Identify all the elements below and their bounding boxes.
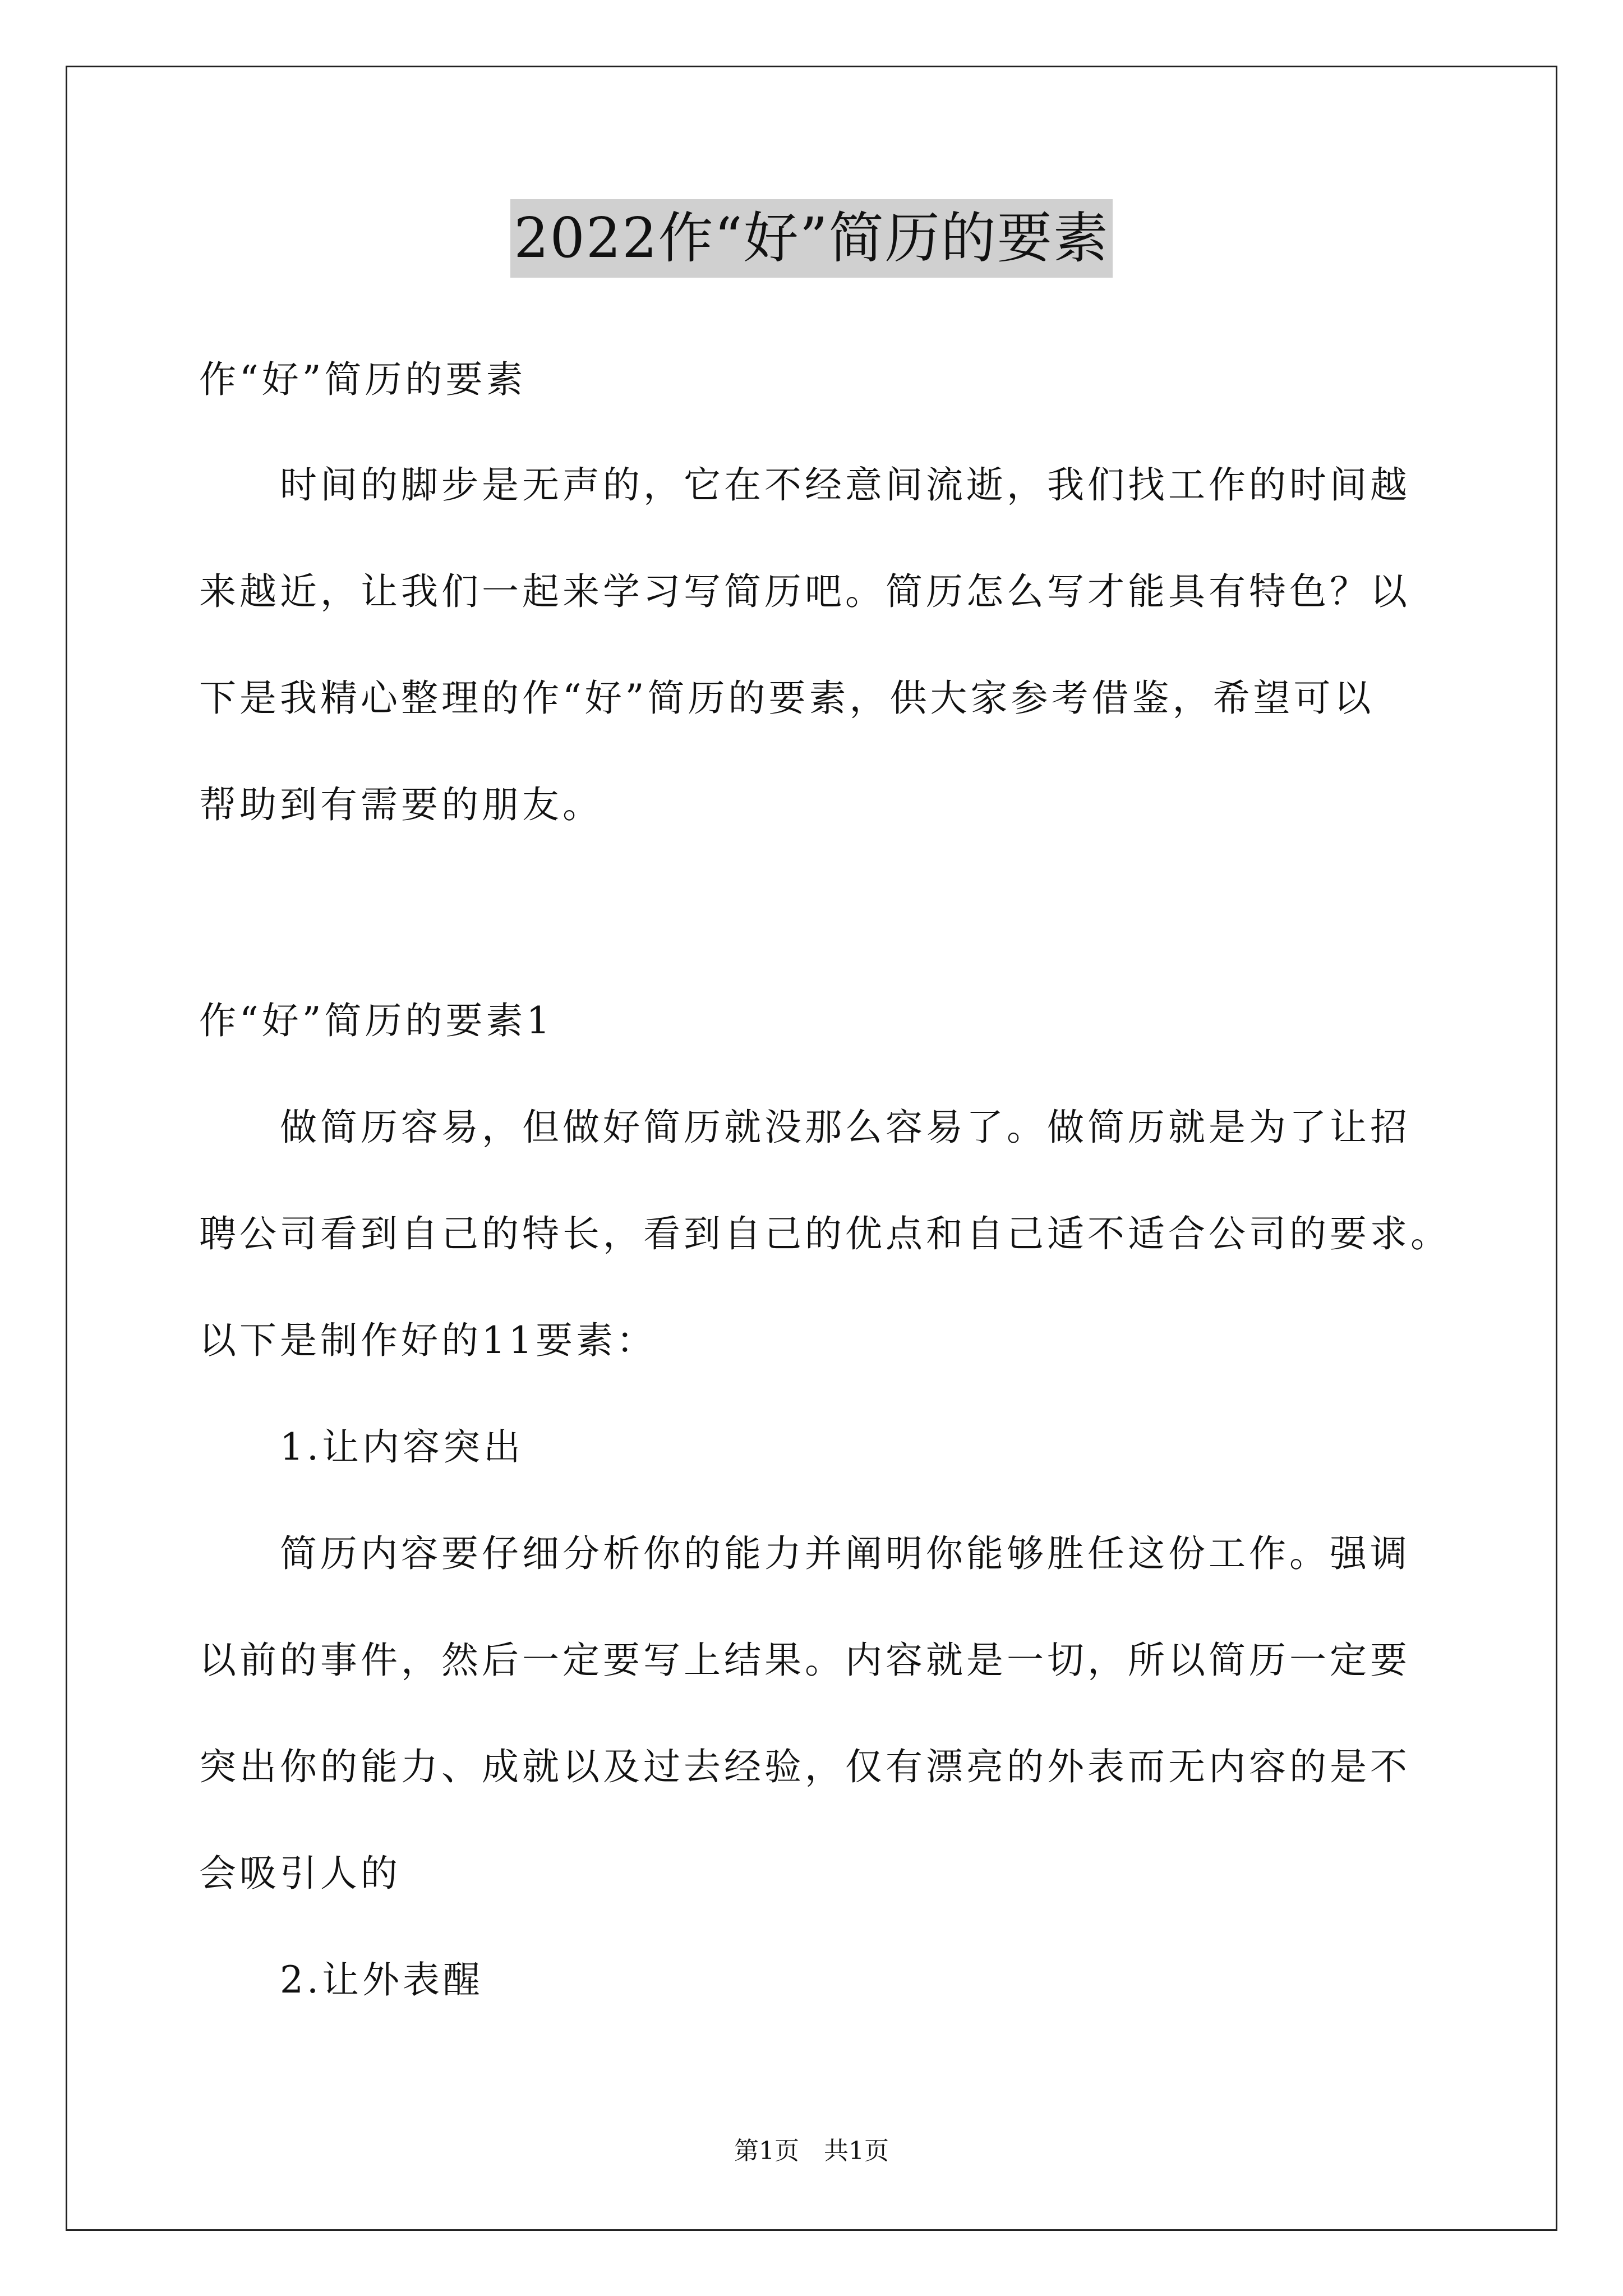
body-line: 简历内容要仔细分析你的能力并阐明你能够胜任这份工作。强调: [199, 1532, 1410, 1575]
body-line: 作“好”简历的要素: [199, 358, 527, 401]
body-line: 帮助到有需要的朋友。: [199, 783, 603, 826]
body-line: 2.让外表醒: [199, 1958, 483, 2001]
body-line: 下是我精心整理的作“好”简历的要素，供大家参考借鉴，希望可以: [199, 677, 1375, 720]
section-heading: 作“好”简历的要素1: [199, 999, 554, 1042]
body-line: 突出你的能力、成就以及过去经验，仅有漂亮的外表而无内容的是不: [199, 1745, 1410, 1788]
body-line: 会吸引人的: [199, 1852, 401, 1895]
body-line: 聘公司看到自己的特长，看到自己的优点和自己适不适合公司的要求。: [199, 1212, 1451, 1255]
document-title: 2022作“好”简历的要素: [510, 199, 1113, 278]
body-line: 以下是制作好的11要素：: [199, 1319, 657, 1362]
body-line: 做简历容易，但做好简历就没那么容易了。做简历就是为了让招: [199, 1106, 1410, 1149]
page-number: 第1页 共1页: [734, 2137, 889, 2165]
body-line: 1.让内容突出: [199, 1425, 524, 1469]
title-wrap: [0, 199, 1623, 278]
body-line: 以前的事件，然后一定要写上结果。内容就是一切，所以简历一定要: [199, 1639, 1410, 1682]
body-line: 来越近，让我们一起来学习写简历吧。简历怎么写才能具有特色？以: [199, 570, 1410, 613]
body-line: 时间的脚步是无声的，它在不经意间流逝，我们找工作的时间越: [199, 463, 1410, 507]
